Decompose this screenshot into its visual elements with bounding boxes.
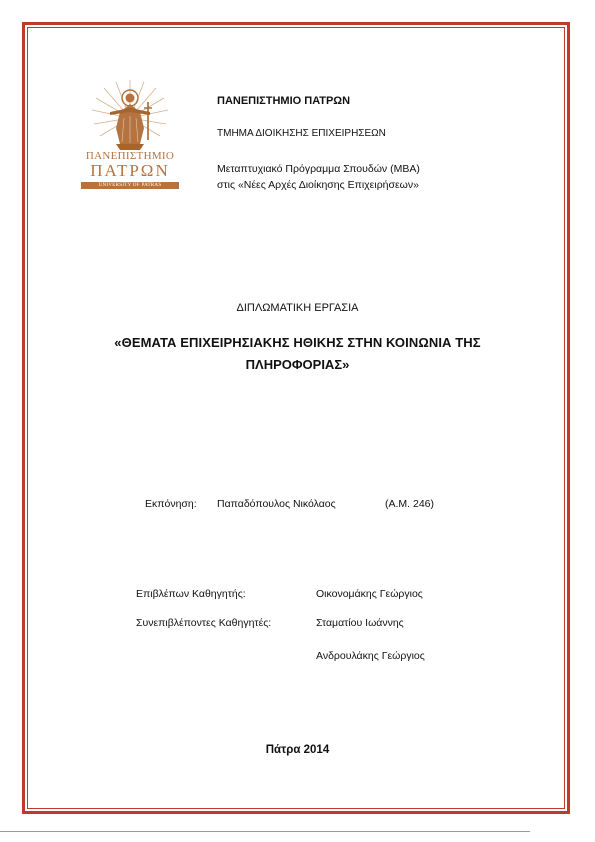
author-student-id: (Α.Μ. 246)	[385, 498, 435, 510]
bottom-rule	[0, 831, 530, 832]
thesis-title-line-2: ΠΛΗΡΟΦΟΡΙΑΣ»	[245, 357, 350, 372]
supervisor-label: Επιβλέπων Καθηγητής:	[136, 588, 246, 600]
co-supervisor-name: Ανδρουλάκης Γεώργιος	[316, 650, 425, 662]
logo-text-line1: ΠΑΝΕΠΙΣΤΗΜΙΟ	[85, 150, 175, 162]
university-name: ΠΑΝΕΠΙΣΤΗΜΙΟ ΠΑΤΡΩΝ	[217, 95, 351, 107]
program-line-1: Μεταπτυχιακό Πρόγραμμα Σπουδών (ΜΒΑ)	[217, 163, 420, 175]
logo-banner: UNIVERSITY OF PATRAS	[81, 182, 179, 189]
thesis-title-line-1: «ΘΕΜΑΤΑ ΕΠΙΧΕΙΡΗΣΙΑΚΗΣ ΗΘΙΚΗΣ ΣΤΗΝ ΚΟΙΝΩΝΙΑ ΤΗΣ	[114, 335, 481, 350]
document-type: ΔΙΠΛΩΜΑΤΙΚΗ ΕΡΓΑΣΙΑ	[236, 302, 359, 314]
logo-text-line2: ΠΑΤΡΩΝ	[90, 161, 170, 180]
supervisor-name: Οικονομάκης Γεώργιος	[316, 588, 423, 600]
co-supervisor-name: Σταματίου Ιωάννης	[316, 617, 404, 629]
co-supervisors-label: Συνεπιβλέποντες Καθηγητές:	[136, 617, 272, 629]
place-and-year: Πάτρα 2014	[265, 744, 330, 756]
department-name: ΤΜΗΜΑ ΔΙΟΙΚΗΣΗΣ ΕΠΙΧΕΙΡΗΣΕΩΝ	[217, 128, 386, 139]
author-name: Παπαδόπουλος Νικόλαος	[217, 498, 336, 510]
program-line-2: στις «Νέες Αρχές Διοίκησης Επιχειρήσεων»	[217, 179, 419, 191]
author-label: Εκπόνηση:	[145, 498, 197, 510]
university-of-patras-seal-icon	[76, 78, 184, 190]
